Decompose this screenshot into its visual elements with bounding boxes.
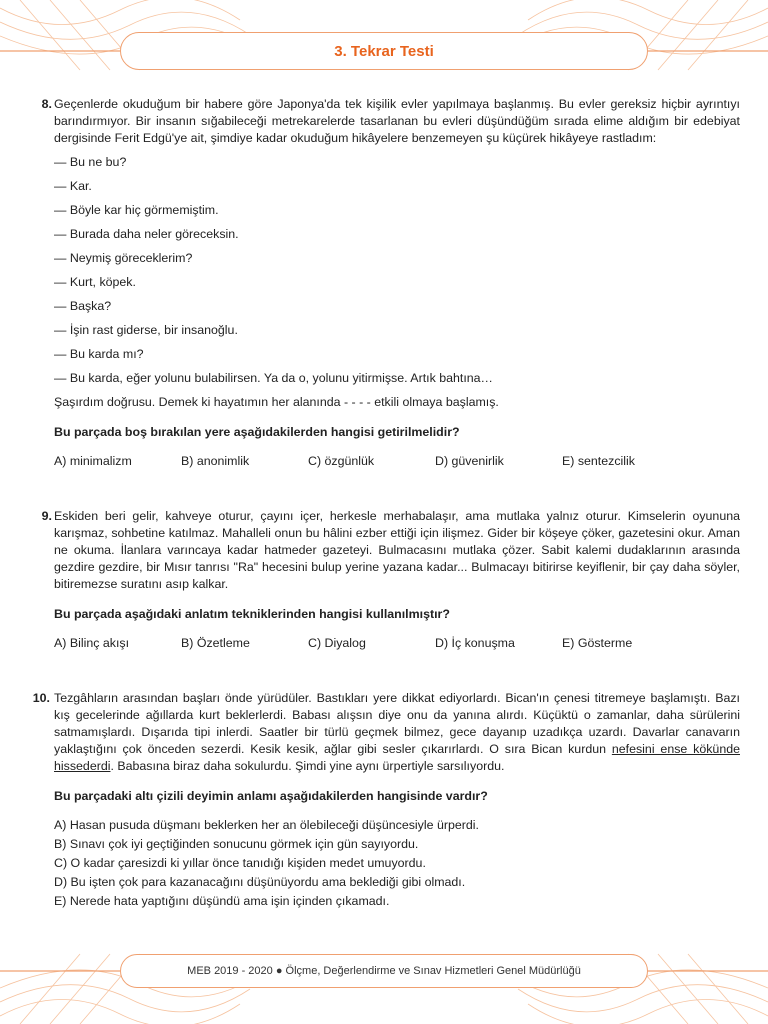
answer-options xyxy=(54,453,740,470)
option-b[interactable]: B) anonimlik xyxy=(181,454,250,468)
question-text xyxy=(54,690,740,775)
dialogue-line: — Bu ne bu? xyxy=(54,155,127,169)
option-e[interactable]: E) sentezcilik xyxy=(562,454,635,468)
closing-text: Şaşırdım doğrusu. Demek ki hayatımın her alanında - - - - etkili olmaya başlamış. xyxy=(54,395,499,409)
option-a[interactable]: A) Hasan pusuda düşmanı beklerken her an ölebileceği düşüncesiyle ürperdi. xyxy=(54,818,479,832)
text-after: . Babasına biraz daha sokulurdu. Şimdi yine aynı ürpertiyle sarsılıyordu. xyxy=(110,759,505,773)
option-b[interactable]: B) Sınavı çok iyi geçtiğinden sonucunu görmek için gün sayıyordu. xyxy=(54,837,419,851)
footer-text: MEB 2019 - 2020 ● Ölçme, Değerlendirme ve Sınav Hizmetleri Genel Müdürlüğü xyxy=(187,965,581,977)
question-text: Eskiden beri gelir, kahveye oturur, çayını içer, herkesle merhabalaşır, ama mutlaka yalnız oturur. Kimselerin oyununa karışmaz, sohbetine katılmaz. Mahalleli onun bu hâlini ezber ettiği için ilişmez. Gider bir köşeye çöker, gazetesini okur. Aman ne okuma. İlanlara varıncaya kadar hatmeder gazeteyi. Bulmacasını mutlaka çözer. Sabit kalemi dudaklarının arasında gezdire gezdire, bir Mısır tanrısı "Ra" hecesini bulup yerine yazana kadar... Bulmacayı bitirirse keyiflenir, bir çay daha söyler, bitiremezse suratını asıp kalkar. xyxy=(54,509,740,591)
dialogue-line: — Bu karda, eğer yolunu bulabilirsen. Ya da o, yolunu yitirmişse. Artık bahtına… xyxy=(54,371,493,385)
question-intro: Geçenlerde okuduğum bir habere göre Japonya'da tek kişilik evler yapılmaya başlanmış. Bu evler gereksiz hiçbir ayrıntıyı barındırmıyor. Bir insanın sığabileceği metrekarelerde tasarlanan bu evleri düşündüğüm sırada elime aldığım bir edebiyat dergisinde Ferit Edgü'ye ait, şimdiye kadar okuduğum hikâyelere benzemeyen şu küçürek hikâyeye rastladım: xyxy=(54,97,740,145)
question-10 xyxy=(32,690,740,910)
question-number: 8. xyxy=(41,97,52,111)
question-9 xyxy=(32,508,740,652)
option-e[interactable]: E) Nerede hata yaptığını düşündü ama işin içinden çıkamadı. xyxy=(54,894,390,908)
dialogue-line: — Bu karda mı? xyxy=(54,347,144,361)
dialogue-line: — Başka? xyxy=(54,299,112,313)
text-before: Tezgâhların arasından başları önde yürüdüler. Bastıkları yere dikkat ediyorlardı. Bican'ın çenesi titremeye başlamıştı. Bazı kış gecelerinde ağıllarda kurt beklerlerdi. Babası alışsın diye onu da yanına alırdı. Küçüktü o zamanlar, daha sürülerini satmamışlardı. Dışarıda tipi inlerdi. Saatler bir türlü geçmek bilmez, gece dayanıp uzadıkça uzardı. Davarlar canavarın yaklaştığını çok önceden sezerdi. Kesik kesik, ağlar gibi sesler çıkarırlardı. O sıra Bican kurdun xyxy=(54,691,740,756)
page-header xyxy=(120,32,648,70)
option-c[interactable]: C) özgünlük xyxy=(308,454,375,468)
answer-options xyxy=(54,635,740,652)
dialogue-line: — İşin rast giderse, bir insanoğlu. xyxy=(54,323,238,337)
dialogue-line: — Burada daha neler göreceksin. xyxy=(54,227,239,241)
question-stem: Bu parçadaki altı çizili deyimin anlamı aşağıdakilerden hangisinde vardır? xyxy=(54,789,488,803)
option-c[interactable]: C) O kadar çaresizdi ki yıllar önce tanıdığı kişiden medet umuyordu. xyxy=(54,856,426,870)
dialogue-line: — Kar. xyxy=(54,179,92,193)
option-a[interactable]: A) Bilinç akışı xyxy=(54,636,130,650)
page-content xyxy=(32,96,740,912)
question-8 xyxy=(32,96,740,470)
option-d[interactable]: D) güvenirlik xyxy=(435,454,504,468)
question-stem: Bu parçada aşağıdaki anlatım tekniklerinden hangisi kullanılmıştır? xyxy=(54,607,450,621)
option-e[interactable]: E) Gösterme xyxy=(562,636,633,650)
question-number: 10. xyxy=(32,691,50,705)
option-b[interactable]: B) Özetleme xyxy=(181,636,250,650)
page-footer xyxy=(120,954,648,988)
dialogue-list xyxy=(54,154,740,387)
option-a[interactable]: A) minimalizm xyxy=(54,454,132,468)
dialogue-line: — Kurt, köpek. xyxy=(54,275,136,289)
answer-options xyxy=(54,817,740,910)
question-number: 9. xyxy=(41,509,52,523)
option-d[interactable]: D) İç konuşma xyxy=(435,636,515,650)
option-d[interactable]: D) Bu işten çok para kazanacağını düşünüyordu ama beklediği gibi olmadı. xyxy=(54,875,466,889)
option-c[interactable]: C) Diyalog xyxy=(308,636,366,650)
question-stem: Bu parçada boş bırakılan yere aşağıdakilerden hangisi getirilmelidir? xyxy=(54,425,460,439)
dialogue-line: — Neymiş göreceklerim? xyxy=(54,251,193,265)
page-title: 3. Tekrar Testi xyxy=(334,42,434,60)
dialogue-line: — Böyle kar hiç görmemiştim. xyxy=(54,203,219,217)
underlined-idiom: nefesini ense kökünde hissederdi xyxy=(54,742,740,773)
